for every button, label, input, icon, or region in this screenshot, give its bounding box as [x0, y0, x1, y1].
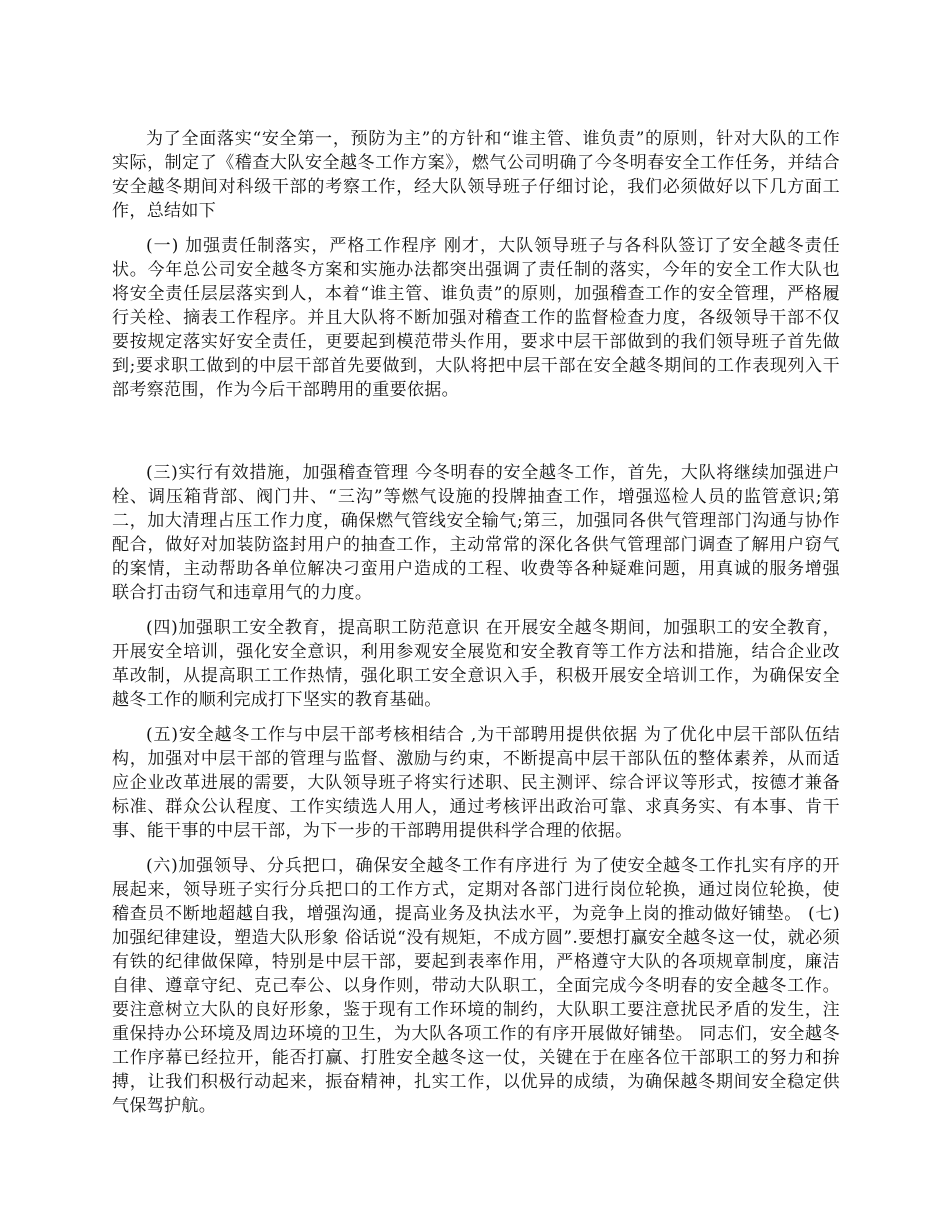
section-five-paragraph: (五)安全越冬工作与中层干部考核相结合 ,为干部聘用提供依据 为了优化中层干部队伍结构，加强对中层干部的管理与监督、激励与约束，不断提高中层干部队伍的整体素养，从而适应企业改革进展的需要，大队领导班子将实行述职、民主测评、综合评议等形式，按德才兼备标准、群众公认程度、工作实绩选人用人，通过考核评出政治可靠、求真务实、有本事、肯干事、能干事的中层干部，为下一步的干部聘用提供科学合理的依据。	[112, 725, 840, 841]
intro-paragraph: 为了全面落实“安全第一，预防为主”的方针和“谁主管、谁负责”的原则，针对大队的工作实际，制定了《稽查大队安全越冬工作方案》，燃气公司明确了今冬明春安全工作任务，并结合安全越冬期间对科级干部的考察工作，经大队领导班子仔细讨论，我们必须做好以下几方面工作，总结如下	[112, 129, 840, 221]
section-three-paragraph: (三)实行有效措施，加强稽查管理 今冬明春的安全越冬工作，首先，大队将继续加强进户栓、调压箱背部、阀门井、“三沟”等燃气设施的投牌抽查工作，增强巡检人员的监管意识;第二，加大清理占压工作力度，确保燃气管线安全输气;第三，加强同各供气管理部门沟通与协作配合，做好对加装防盗封用户的抽查工作，主动常常的深化各供气管理部门调查了解用户窃气的案情，主动帮助各单位解决刁蛮用户造成的工程、收费等各种疑难问题，用真诚的服务增强联合打击窃气和违章用气的力度。	[112, 463, 840, 603]
section-six-seven-paragraph: (六)加强领导、分兵把口，确保安全越冬工作有序进行 为了使安全越冬工作扎实有序的开展起来，领导班子实行分兵把口的工作方式，定期对各部门进行岗位轮换，通过岗位轮换，使稽查员不断地超越自我，增强沟通，提高业务及执法水平，为竞争上岗的推动做好铺垫。 (七)加强纪律建设，塑造大队形象 俗话说“没有规矩，不成方圆”.要想打赢安全越冬这一仗，就必须有铁的纪律做保障，特别是中层干部，要起到表率作用，严格遵守大队的各项规章制度，廉洁自律、遵章守纪、克己奉公、以身作则，带动大队职工，全面完成今冬明春的安全越冬工作。 要注意树立大队的良好形象，鉴于现有工作环境的制约，大队职工要注意扰民矛盾的发生，注重保持办公环境及周边环境的卫生，为大队各项工作的有序开展做好铺垫。 同志们，安全越冬工作序幕已经拉开，能否打赢、打胜安全越冬这一仗，关键在于在座各位干部职工的努力和拚搏，让我们积极行动起来，振奋精神，扎实工作，以优异的成绩，为确保越冬期间安全稳定供气保驾护航。	[112, 856, 840, 1116]
section-one-paragraph: (一) 加强责任制落实，严格工作程序 刚才，大队领导班子与各科队签订了安全越冬责任状。今年总公司安全越冬方案和实施办法都突出强调了责任制的落实，今年的安全工作大队也将安全责任层层落实到人，本着“谁主管、谁负责”的原则，加强稽查工作的安全管理，严格履行关栓、摘表工作程序。并且大队将不断加强对稽查工作的监督检查力度，各级领导干部不仅要按规定落实好安全责任，更要起到模范带头作用，要求中层干部做到的我们领导班子首先做到;要求职工做到的中层干部首先要做到，大队将把中层干部在安全越冬期间的工作表现列入干部考察范围，作为今后干部聘用的重要依据。	[112, 236, 840, 400]
section-four-paragraph: (四)加强职工安全教育，提高职工防范意识 在开展安全越冬期间，加强职工的安全教育，开展安全培训，强化安全意识，利用参观安全展览和安全教育等工作方法和措施，结合企业改革改制，从提高职工工作热情，强化职工安全意识入手，积极开展安全培训工作，为确保安全越冬工作的顺利完成打下坚实的教育基础。	[112, 618, 840, 710]
document-body	[112, 127, 840, 1118]
